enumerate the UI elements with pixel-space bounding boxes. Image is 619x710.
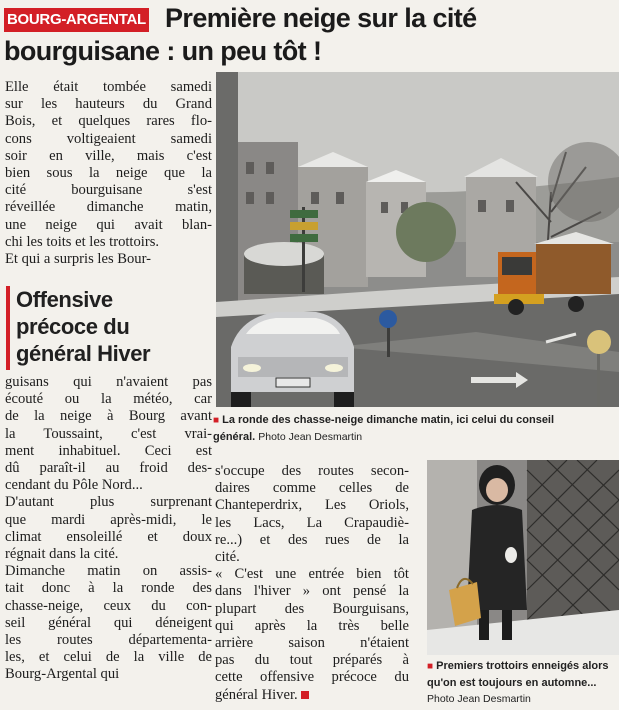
article-text-line: ment inhabituel. Ceci est — [5, 442, 212, 459]
small-caption-square-icon: ■ — [427, 661, 434, 672]
caption-main-line-1: La ronde des chasse-neige dimanche matin, ici celui du conseil — [222, 414, 555, 426]
article-text-line: sur les hauteurs du Grand — [5, 96, 212, 113]
article-text-line: s'occupe des routes secon- — [215, 463, 409, 479]
subhead-line-1: Offensive — [16, 287, 113, 312]
caption-main-credit: Photo Jean Desmartin — [258, 431, 363, 443]
article-text-line: de la neige à Bourg avant — [5, 408, 212, 425]
article-column-1-top — [5, 79, 212, 268]
article-text-line: Bois, et quelques rares flo- — [5, 113, 212, 130]
article-text-line: soir en ville, mais c'est — [5, 147, 212, 164]
caption-small-line-2: qu'on est toujours en automne... — [427, 677, 597, 689]
article-text-line: Chanteperdrix, Les Oriols, — [215, 497, 409, 514]
article-text-line: daires comme celles de — [215, 480, 409, 497]
article-text-line: re...) et des rues de la — [215, 531, 409, 548]
article-text-line: qui après la très belle — [215, 617, 409, 634]
snowplow-street-photo — [216, 72, 619, 407]
article-text-line: écouté ou la météo, car — [5, 391, 212, 408]
article-text-line: Et qui a surpris les Bour- — [5, 251, 152, 268]
caption-main-line-2: général. — [213, 431, 256, 443]
article-text-line: cons voltigeaient samedi — [5, 130, 212, 147]
caption-small-line-1: Premiers trottoirs enneigés alors — [436, 660, 609, 672]
article-text-line: cité bourguisane s'est — [5, 182, 212, 199]
article-text-line: chi les toits et les trottoirs. — [5, 233, 160, 250]
article-text-line: Bourg-Argental qui — [5, 666, 120, 683]
article-text-line: pas du tout préparés à — [215, 652, 409, 669]
article-column-1-bottom — [5, 374, 212, 684]
article-text-line: cendant du Pôle Nord... — [5, 477, 143, 494]
article-text-line: une neige qui avait blan- — [5, 216, 212, 233]
subhead-line-3: général Hiver — [16, 341, 151, 366]
caption-small-credit: Photo Jean Desmartin — [427, 693, 531, 705]
caption-square-icon: ■ — [213, 415, 220, 426]
article-text-line: seil général qui déneigent — [5, 614, 212, 631]
headline-line-2: bourguisane : un peu tôt ! — [4, 36, 322, 66]
article-text-line: Dimanche matin on assis- — [5, 563, 212, 580]
small-photo-caption — [427, 658, 619, 707]
article-text-line: « C'est une entrée bien tôt — [215, 566, 409, 583]
article-text-line: bien sous la neige que la — [5, 165, 212, 182]
article-text-line: dû paraît-il au froid des- — [5, 460, 212, 477]
article-text-line: régnait dans la cité. — [5, 546, 119, 563]
article-end-mark — [301, 691, 309, 699]
headline-line-1: Première neige sur la cité — [165, 3, 477, 33]
article-text-line: arrière saison n'étaient — [215, 635, 409, 652]
section-kicker: BOURG-ARGENTAL — [4, 8, 149, 32]
article-text-line: cité. — [215, 549, 240, 566]
article-text-line: les Lacs, La Crapaudiè- — [215, 514, 409, 531]
article-text-line: la Toussaint, c'est vrai- — [5, 425, 212, 442]
article-text-line: climat ensoleillé et doux — [5, 528, 212, 545]
article-text-line: dans l'hiver » ont pensé la — [215, 583, 409, 600]
article-text-line: réveillée dimanche matin, — [5, 199, 212, 216]
article-text-line: que mardi après-midi, le — [5, 511, 212, 528]
article-text-line: plupart des Bourguisans, — [215, 600, 409, 617]
article-text-line: cette offensive précoce du — [215, 669, 409, 686]
article-text-line: les routes départementa- — [5, 632, 212, 649]
article-text-line: D'autant plus surprenant — [5, 494, 212, 511]
article-text-line: tait donc à la ronde des — [5, 580, 212, 597]
article-text-line: général Hiver. — [215, 687, 409, 704]
article-text-line: chasse-neige, ceux du con- — [5, 597, 212, 614]
article-text-line: Elle était tombée samedi — [5, 79, 212, 95]
article-text-line: les, et celui de la ville de — [5, 649, 212, 666]
subhead-line-2: précoce du — [16, 314, 130, 339]
main-photo-caption — [213, 412, 617, 445]
article-text-line: guisans qui n'avaient pas — [5, 374, 212, 390]
article-column-2 — [215, 463, 409, 704]
subheadline — [6, 286, 216, 370]
woman-snowy-sidewalk-photo — [427, 460, 619, 655]
